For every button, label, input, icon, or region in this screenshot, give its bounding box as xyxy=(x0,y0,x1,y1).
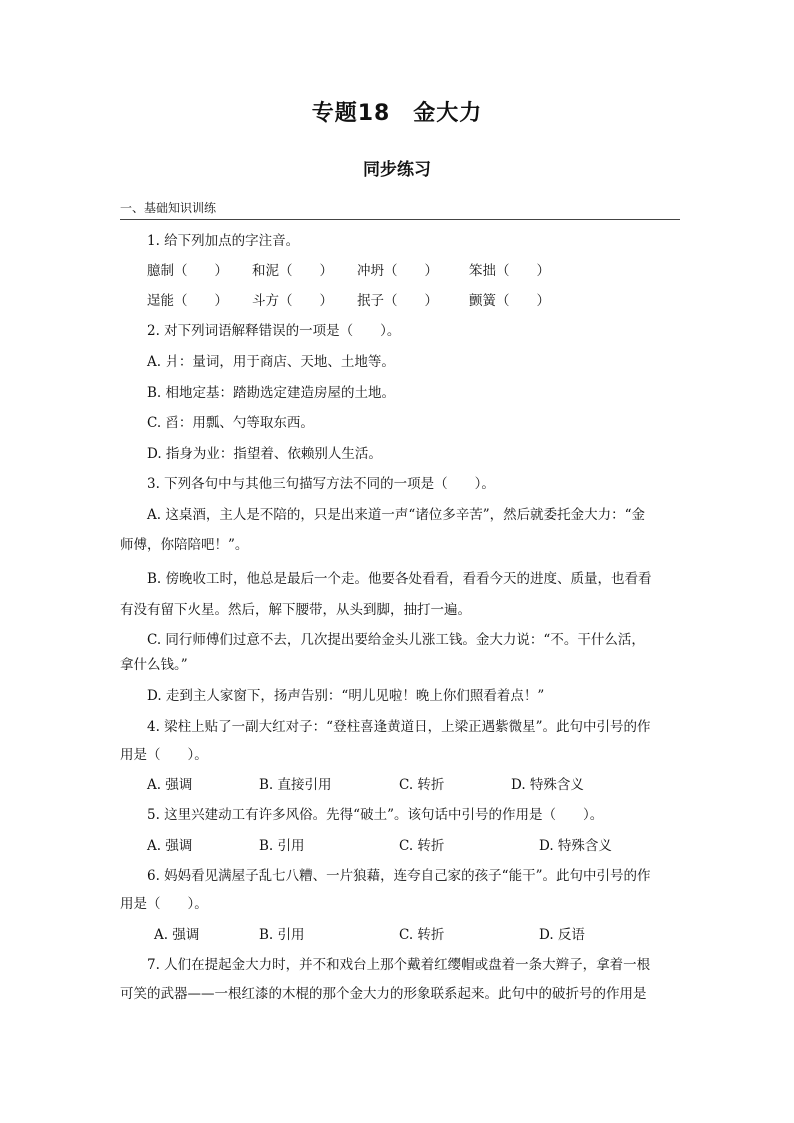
page-subtitle: 同步练习 xyxy=(363,160,431,180)
q6-option: D. 反语 xyxy=(539,927,585,943)
q4-option: A. 强调 xyxy=(147,777,193,793)
q2-option-b: B. 相地定基：踏勘选定建造房屋的土地。 xyxy=(147,385,396,401)
q1-item: 抿子（ ） xyxy=(357,293,438,309)
question-4-stem-line1: 4. 梁柱上贴了一副大红对子：“登柱喜逢黄道日，上梁正遇紫微星”。此句中引号的作 xyxy=(147,719,651,735)
q1-item: 笨拙（ ） xyxy=(469,263,550,279)
q3-option-a-line2: 师傅，你陪陪吧！”。 xyxy=(120,537,249,553)
q6-option: A. 强调 xyxy=(154,927,200,943)
q1-item: 冲坍（ ） xyxy=(357,263,438,279)
q5-option: B. 引用 xyxy=(259,838,305,854)
question-3-stem: 3. 下列各句中与其他三句描写方法不同的一项是（ ）。 xyxy=(147,476,495,492)
q4-option: D. 特殊含义 xyxy=(511,777,584,793)
section-heading: 一、基础知识训练 xyxy=(120,199,680,220)
q4-option: C. 转折 xyxy=(399,777,445,793)
q3-option-d: D. 走到主人家窗下，扬声告别：“明儿见啦！晚上你们照看着点！” xyxy=(147,688,545,704)
q3-option-c-line2: 拿什么钱。” xyxy=(120,657,188,673)
q1-item: 臆制（ ） xyxy=(147,263,228,279)
question-2-stem: 2. 对下列词语解释错误的一项是（ ）。 xyxy=(147,323,401,339)
q3-option-b-line2: 有没有留下火星。然后，解下腰带，从头到脚，抽打一遍。 xyxy=(120,602,471,618)
question-6-stem-line1: 6. 妈妈看见满屋子乱七八糟、一片狼藉，连夸自己家的孩子“能干”。此句中引号的作 xyxy=(147,868,651,884)
q1-item: 颤簧（ ） xyxy=(469,293,550,309)
q2-option-c: C. 舀：用瓢、勺等取东西。 xyxy=(147,415,314,431)
question-5-stem: 5. 这里兴建动工有许多风俗。先得“破土”。该句话中引号的作用是（ ）。 xyxy=(147,807,604,823)
q5-option: D. 特殊含义 xyxy=(539,838,612,854)
page-title: 专题18 金大力 xyxy=(311,101,483,126)
question-4-stem-line2: 用是（ ）。 xyxy=(120,747,208,763)
q6-option: B. 引用 xyxy=(259,927,305,943)
q6-option: C. 转折 xyxy=(399,927,445,943)
q1-item: 逞能（ ） xyxy=(147,293,228,309)
q3-option-b-line1: B. 傍晚收工时，他总是最后一个走。他要各处看看，看看今天的进度、质量，也看看 xyxy=(147,571,652,587)
q3-option-c-line1: C. 同行师傅们过意不去，几次提出要给金头儿涨工钱。金大力说：“不。干什么活， xyxy=(147,632,645,648)
q5-option: A. 强调 xyxy=(147,838,193,854)
question-6-stem-line2: 用是（ ）。 xyxy=(120,896,208,912)
question-1-stem: 1. 给下列加点的字注音。 xyxy=(147,233,300,249)
question-7-stem-line2: 可笑的武器——一根红漆的木棍的那个金大力的形象联系起来。此句中的破折号的作用是 xyxy=(120,986,647,1002)
q1-item: 斗方（ ） xyxy=(252,293,333,309)
q5-option: C. 转折 xyxy=(399,838,445,854)
q2-option-d: D. 指身为业：指望着、依赖别人生活。 xyxy=(147,446,382,462)
q3-option-a-line1: A. 这桌酒，主人是不陪的，只是出来道一声“诸位多辛苦”，然后就委托金大力：“金 xyxy=(147,507,646,523)
q2-option-a: A. 爿：量词，用于商店、天地、土地等。 xyxy=(147,354,395,370)
q1-item: 和泥（ ） xyxy=(252,263,333,279)
q4-option: B. 直接引用 xyxy=(259,777,332,793)
question-7-stem-line1: 7. 人们在提起金大力时，并不和戏台上那个戴着红缨帽或盘着一条大辫子，拿着一根 xyxy=(147,957,651,973)
